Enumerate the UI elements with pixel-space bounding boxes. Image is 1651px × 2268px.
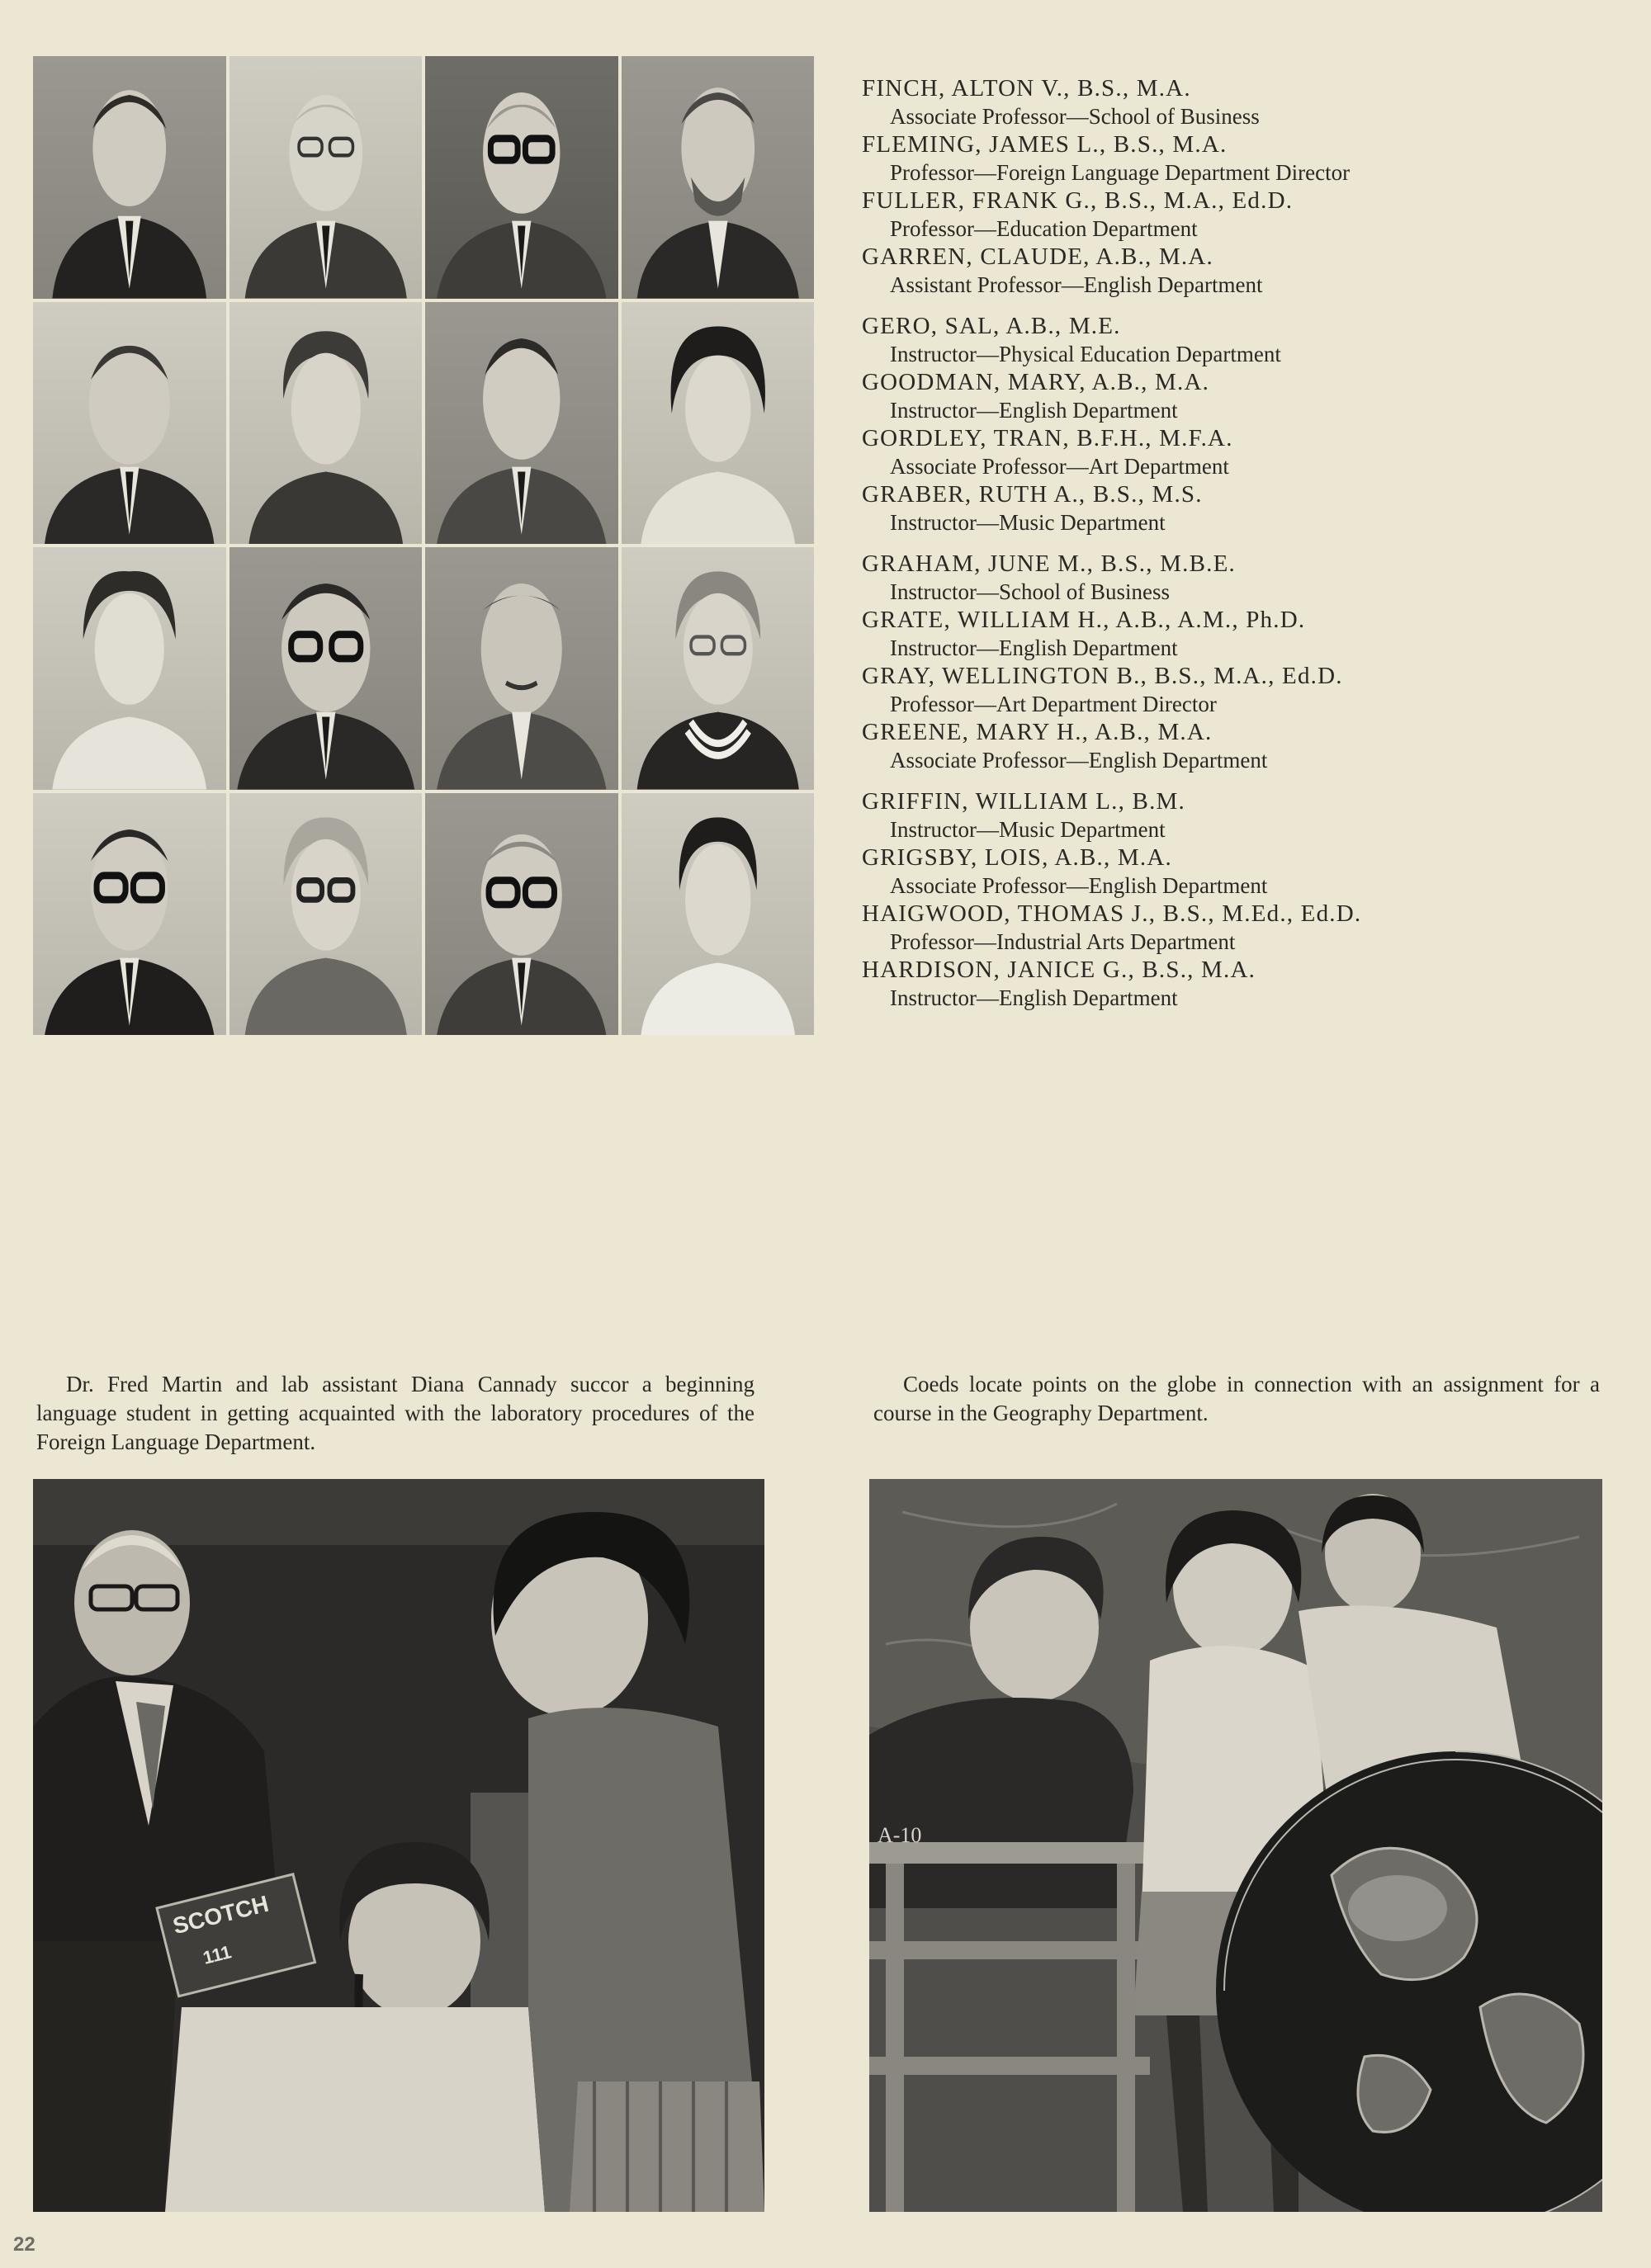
faculty-title: Associate Professor—English Department	[890, 748, 1268, 773]
faculty-entry	[862, 187, 1621, 243]
roster-group-4	[862, 787, 1621, 1012]
roster-group-2	[862, 312, 1621, 536]
portrait-gordley	[425, 302, 618, 545]
portrait-fuller	[425, 56, 618, 299]
faculty-title: Professor—Industrial Arts Department	[890, 929, 1236, 954]
faculty-title: Instructor—Physical Education Department	[890, 342, 1281, 366]
portrait-grate	[229, 547, 423, 790]
faculty-title: Associate Professor—English Department	[890, 873, 1268, 898]
faculty-name: GORDLEY, TRAN, B.F.H., M.F.A.	[862, 425, 1233, 451]
faculty-entry	[862, 312, 1621, 368]
faculty-name: GRATE, WILLIAM H., A.B., A.M., Ph.D.	[862, 607, 1306, 633]
faculty-name: GARREN, CLAUDE, A.B., M.A.	[862, 243, 1213, 270]
faculty-title: Instructor—School of Business	[890, 579, 1170, 604]
faculty-name: HAIGWOOD, THOMAS J., B.S., M.Ed., Ed.D.	[862, 900, 1362, 927]
faculty-title: Professor—Education Department	[890, 216, 1198, 241]
page-number: 22	[13, 2233, 35, 2256]
tape-box-brand: SCOTCH	[170, 1890, 272, 1940]
portrait-grigsby	[229, 793, 423, 1036]
faculty-entry	[862, 74, 1621, 130]
portrait-graham	[33, 547, 226, 790]
tape-box-number: 111	[201, 1941, 234, 1968]
faculty-entry	[862, 480, 1621, 536]
faculty-title: Instructor—English Department	[890, 636, 1178, 660]
portrait-finch	[33, 56, 226, 299]
faculty-name: FINCH, ALTON V., B.S., M.A.	[862, 75, 1191, 102]
desk-tag: A-10	[878, 1823, 922, 1847]
faculty-name: GOODMAN, MARY, A.B., M.A.	[862, 369, 1210, 395]
faculty-entry	[862, 424, 1621, 480]
faculty-entry	[862, 843, 1621, 900]
portrait-greene	[622, 547, 815, 790]
faculty-title: Instructor—Music Department	[890, 510, 1166, 535]
faculty-entry	[862, 130, 1621, 187]
portrait-hardison	[622, 793, 815, 1036]
faculty-title: Instructor—English Department	[890, 985, 1178, 1010]
faculty-entry	[862, 718, 1621, 774]
geography-caption: Coeds locate points on the globe in connection with an assignment for a course in the Geography Department.	[873, 1372, 1600, 1425]
portrait-griffin	[33, 793, 226, 1036]
faculty-entry	[862, 606, 1621, 662]
faculty-entry	[862, 243, 1621, 299]
faculty-name: HARDISON, JANICE G., B.S., M.A.	[862, 957, 1256, 983]
portrait-goodman	[229, 302, 423, 545]
portrait-fleming	[229, 56, 423, 299]
roster-group-3	[862, 550, 1621, 774]
faculty-title: Instructor—Music Department	[890, 817, 1166, 842]
portrait-haigwood	[425, 793, 618, 1036]
faculty-roster	[862, 74, 1621, 1025]
faculty-entry	[862, 787, 1621, 843]
faculty-name: FLEMING, JAMES L., B.S., M.A.	[862, 131, 1228, 158]
faculty-entry	[862, 956, 1621, 1012]
faculty-name: GRAHAM, JUNE M., B.S., M.B.E.	[862, 550, 1236, 577]
faculty-name: GRAY, WELLINGTON B., B.S., M.A., Ed.D.	[862, 663, 1343, 689]
roster-group-1	[862, 74, 1621, 299]
faculty-entry	[862, 900, 1621, 956]
portrait-garren	[622, 56, 815, 299]
faculty-name: GRIGSBY, LOIS, A.B., M.A.	[862, 844, 1172, 871]
geography-globe-photo	[869, 1479, 1602, 2212]
faculty-title: Associate Professor—School of Business	[890, 104, 1260, 129]
faculty-portrait-grid	[33, 56, 814, 1035]
faculty-name: GRIFFIN, WILLIAM L., B.M.	[862, 788, 1185, 815]
faculty-title: Professor—Foreign Language Department Director	[890, 160, 1351, 185]
faculty-name: GERO, SAL, A.B., M.E.	[862, 313, 1121, 339]
faculty-title: Assistant Professor—English Department	[890, 272, 1263, 297]
faculty-name: GREENE, MARY H., A.B., M.A.	[862, 719, 1213, 745]
faculty-name: FULLER, FRANK G., B.S., M.A., Ed.D.	[862, 187, 1294, 214]
faculty-entry	[862, 662, 1621, 718]
faculty-title: Associate Professor—Art Department	[890, 454, 1229, 479]
language-lab-caption: Dr. Fred Martin and lab assistant Diana Cannady succor a beginning language student in getting acquainted with the laboratory procedures of the Foreign Language Department.	[36, 1372, 755, 1454]
faculty-entry	[862, 550, 1621, 606]
portrait-graber	[622, 302, 815, 545]
faculty-title: Professor—Art Department Director	[890, 692, 1217, 716]
faculty-entry	[862, 368, 1621, 424]
faculty-name: GRABER, RUTH A., B.S., M.S.	[862, 481, 1203, 508]
faculty-title: Instructor—English Department	[890, 398, 1178, 423]
portrait-gray	[425, 547, 618, 790]
language-lab-photo	[33, 1479, 764, 2212]
portrait-gero	[33, 302, 226, 545]
